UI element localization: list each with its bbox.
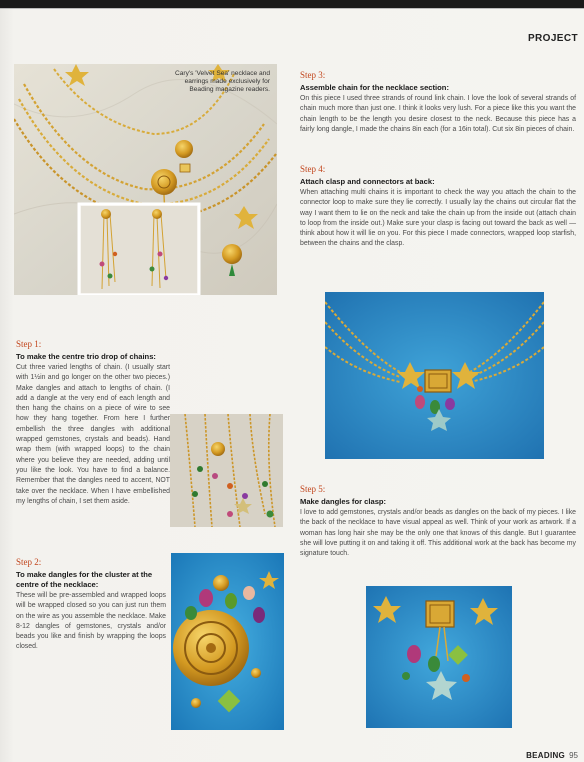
step-5-body: I love to add gemstones, crystals and/or beads as dangles on the back of my pieces. I like the back of the necklace to have visual appeal as well. Think of your work as artwork. If a woman has long hair she may be the only one that knows of this dangle. But I guarantee she will love putting it on and taking it off. This additional work at the back has become my signature touch. (300, 509, 576, 558)
step-2-body: These will be pre-assembled and wrapped loops will be wrapped closed so you can just run them on the wire as you assemble the necklace. Make 8-12 dangles of gemstones, crystals and/or beads you like and finish by wrapping the loops closed. (16, 592, 166, 651)
step-1-heading: Step 1: (16, 339, 42, 349)
step-1-body: Cut three varied lengths of chain. (I usually start with 1½in and go longer on the other two pieces.) Make dangles and attach to lengths of chain. (I add a dangle at the very end of each length and then hang the chains on a piece of wire to see how they hang together. From here I further embellish the three dangles with additional wrapped gemstones, crystals and beads). Hand wrap them (with wrapped loops) to the chain where you believe they are needed, adding until you like the look. You have to find a balance. Remember that the dangles need to accent, NOT take over the necklace. When I have embellished my lengths of chain, I set them aside. (16, 364, 170, 505)
step-3-heading: Step 3: (300, 70, 326, 80)
page-number: 95 (569, 751, 578, 760)
page-footer (526, 751, 578, 760)
publication-name: BEADING (526, 751, 566, 760)
step-1-photo (170, 414, 283, 527)
step-1-subheading: To make the centre trio drop of chains: (16, 352, 156, 361)
hero-necklace-photo (14, 64, 277, 295)
step-3-subheading: Assemble chain for the necklace section: (300, 83, 449, 92)
header-rule (0, 8, 584, 9)
step-4-photo (325, 292, 544, 459)
step-2-photo (171, 553, 284, 730)
step-3-body: On this piece I used three strands of round link chain. I love the look of several strands of chain much more than just one. I think it looks very lush. For a piece like this you want the chain length to be the length you desire closest to the neck. Because this piece has a fairly long dangle, I made the chains 8in each (for a 16in total). Cut six 8in pieces of chain. (300, 95, 576, 133)
step-2-subheading: To make dangles for the cluster at the centre of the necklace: (16, 570, 153, 589)
step-2-heading: Step 2: (16, 557, 42, 567)
step-4-subheading: Attach clasp and connectors at back: (300, 177, 435, 186)
hero-caption: Cary's 'Velvet Sea' necklace and earrings made exclusively for Beading magazine readers. (174, 70, 270, 93)
step-4-heading: Step 4: (300, 164, 326, 174)
top-bar (0, 0, 584, 8)
section-label: PROJECT (527, 33, 578, 44)
step-4-body: When attaching multi chains it is important to check the way you attach the chain to the connector loop to make sure they lie correctly. I usually lay the chains out circular flat the way I want them to lie on the neck and take the chain up from the inside out (attach chain to loop from the inside out.) Make sure your clasp is facing out toward the back as well — think about how it will lie on you. For this piece I made connectors, wrapped loop starfish, between the chains and the clasp. (300, 189, 576, 248)
step-5-heading: Step 5: (300, 484, 326, 494)
step-5-subheading: Make dangles for clasp: (300, 497, 387, 506)
step-5-photo (366, 586, 512, 728)
